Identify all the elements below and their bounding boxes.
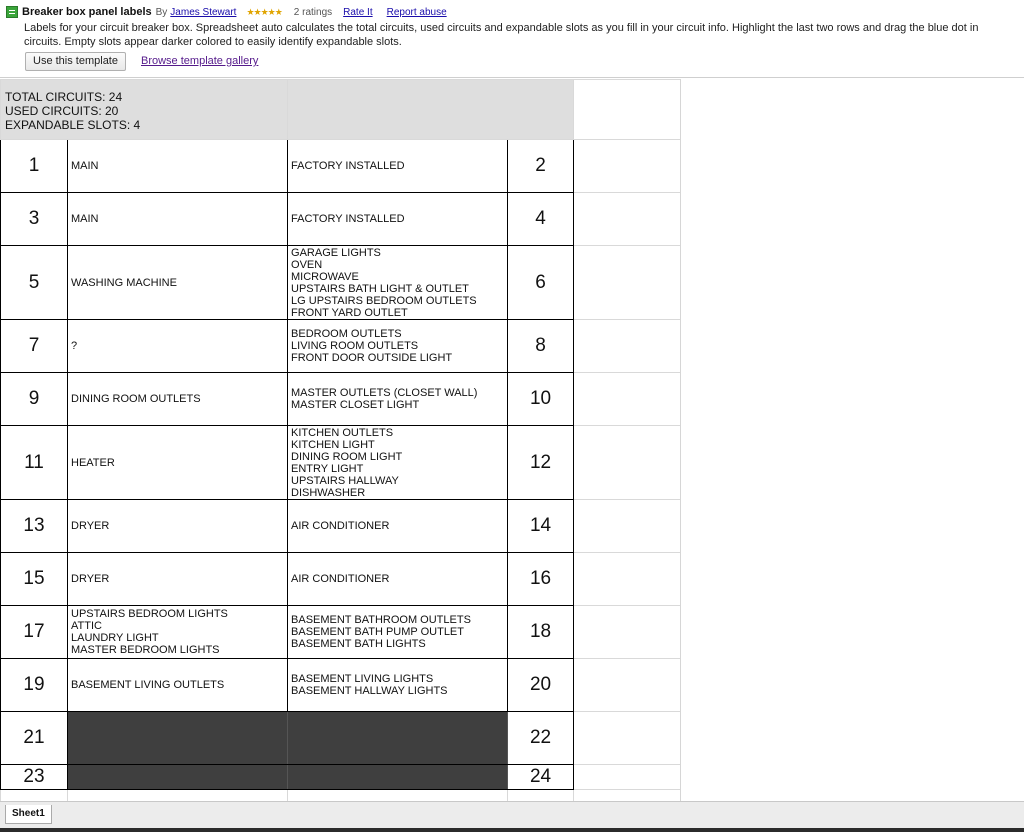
template-header bbox=[0, 0, 1024, 78]
use-template-button[interactable]: Use this template bbox=[25, 52, 126, 71]
empty-cell[interactable] bbox=[574, 553, 680, 606]
circuit-label-right[interactable] bbox=[288, 765, 508, 790]
circuit-label-line: FACTORY INSTALLED bbox=[291, 160, 405, 172]
circuit-label-left[interactable] bbox=[68, 500, 288, 553]
empty-cell[interactable] bbox=[574, 246, 680, 320]
circuit-label-line: DRYER bbox=[71, 520, 110, 532]
empty-cell[interactable] bbox=[574, 140, 680, 193]
title-row bbox=[6, 4, 447, 20]
circuit-label-line: AIR CONDITIONER bbox=[291, 573, 390, 585]
circuit-number-right[interactable]: 20 bbox=[508, 659, 574, 712]
author-link[interactable]: James Stewart bbox=[170, 6, 237, 18]
breaker-row bbox=[1, 712, 681, 765]
empty-cell[interactable] bbox=[574, 193, 680, 246]
breaker-row bbox=[1, 500, 681, 553]
circuit-number-left[interactable]: 17 bbox=[1, 606, 68, 659]
empty-cell[interactable] bbox=[68, 790, 288, 802]
circuit-label-line: OVEN bbox=[291, 258, 323, 271]
circuit-label-line: LIVING ROOM OUTLETS bbox=[291, 340, 419, 352]
circuit-label-line: BASEMENT BATH LIGHTS bbox=[291, 638, 426, 650]
circuit-label-line: MAIN bbox=[71, 213, 99, 225]
circuit-label-line: BASEMENT BATHROOM OUTLETS bbox=[291, 614, 471, 626]
circuit-label-line: FRONT YARD OUTLET bbox=[291, 306, 408, 319]
template-title: Breaker box panel labels bbox=[22, 6, 152, 18]
empty-cell[interactable] bbox=[1, 790, 68, 802]
report-abuse-link[interactable]: Report abuse bbox=[386, 6, 447, 18]
circuit-label-line: MASTER OUTLETS (CLOSET WALL) bbox=[291, 387, 478, 399]
circuit-number-left[interactable]: 1 bbox=[1, 140, 68, 193]
circuit-label-right[interactable] bbox=[288, 712, 508, 765]
breaker-row bbox=[1, 140, 681, 193]
circuit-label-right[interactable] bbox=[288, 320, 508, 373]
circuit-label-line: MASTER CLOSET LIGHT bbox=[291, 399, 420, 411]
circuit-label-left[interactable] bbox=[68, 659, 288, 712]
circuit-label-line: BASEMENT HALLWAY LIGHTS bbox=[291, 685, 448, 697]
circuit-label-line: DRYER bbox=[71, 573, 110, 585]
circuit-label-right[interactable] bbox=[288, 246, 508, 320]
rate-it-link[interactable]: Rate It bbox=[343, 6, 373, 18]
circuit-number-right[interactable]: 12 bbox=[508, 426, 574, 500]
browse-gallery-link[interactable]: Browse template gallery bbox=[141, 55, 259, 67]
circuit-label-left[interactable] bbox=[68, 246, 288, 320]
circuit-label-line: KITCHEN LIGHT bbox=[291, 438, 375, 451]
circuit-label-line: BEDROOM OUTLETS bbox=[291, 328, 402, 340]
circuit-label-left[interactable] bbox=[68, 765, 288, 790]
circuit-label-right[interactable] bbox=[288, 426, 508, 500]
empty-cell[interactable] bbox=[574, 426, 680, 500]
tab-sheet1[interactable]: Sheet1 bbox=[5, 805, 52, 824]
window-edge bbox=[0, 828, 1024, 832]
circuit-number-right[interactable]: 8 bbox=[508, 320, 574, 373]
circuit-label-line: ? bbox=[71, 340, 78, 352]
empty-cell[interactable] bbox=[574, 606, 680, 659]
breaker-row bbox=[1, 606, 681, 659]
circuit-label-right[interactable] bbox=[288, 659, 508, 712]
circuit-label-line: HEATER bbox=[71, 456, 115, 469]
circuit-label-left[interactable] bbox=[68, 426, 288, 500]
circuit-label-right[interactable] bbox=[288, 373, 508, 426]
used-circuits: USED CIRCUITS: 20 bbox=[5, 103, 119, 118]
circuit-number-left[interactable]: 9 bbox=[1, 373, 68, 426]
circuit-label-line: ENTRY LIGHT bbox=[291, 462, 364, 475]
circuit-number-left[interactable]: 7 bbox=[1, 320, 68, 373]
circuit-label-line: DINING ROOM LIGHT bbox=[291, 450, 403, 463]
circuit-label-right[interactable] bbox=[288, 193, 508, 246]
spreadsheet-icon bbox=[6, 6, 18, 18]
sheet-background bbox=[680, 79, 1024, 801]
empty-cell[interactable] bbox=[574, 373, 680, 426]
description-line: Labels for your circuit breaker box. Spreadsheet auto calculates the total circuits, used circuits and expandable slots as you fill in your circuit info. Highlight the last two rows and drag the blue dot in bbox=[24, 22, 979, 34]
summary-row bbox=[1, 80, 681, 140]
circuit-label-line: DISHWASHER bbox=[291, 486, 366, 499]
empty-cell[interactable] bbox=[574, 500, 680, 553]
breaker-row bbox=[1, 765, 681, 790]
circuit-label-line: UPSTAIRS BATH LIGHT & OUTLET bbox=[291, 282, 469, 295]
circuit-label-left[interactable] bbox=[68, 193, 288, 246]
circuit-label-line: UPSTAIRS BEDROOM LIGHTS bbox=[71, 608, 228, 620]
circuit-number-right[interactable]: 22 bbox=[508, 712, 574, 765]
empty-cell[interactable] bbox=[574, 659, 680, 712]
breaker-row bbox=[1, 193, 681, 246]
circuit-number-right[interactable]: 18 bbox=[508, 606, 574, 659]
empty-cell[interactable] bbox=[288, 790, 508, 802]
circuit-label-line: AIR CONDITIONER bbox=[291, 520, 390, 532]
circuit-label-right[interactable] bbox=[288, 606, 508, 659]
circuit-number-left[interactable]: 19 bbox=[1, 659, 68, 712]
circuit-number-left[interactable]: 15 bbox=[1, 553, 68, 606]
circuit-number-right[interactable]: 14 bbox=[508, 500, 574, 553]
circuit-label-right[interactable] bbox=[288, 140, 508, 193]
circuit-label-line: MICROWAVE bbox=[291, 270, 359, 283]
circuit-label-left[interactable] bbox=[68, 373, 288, 426]
circuit-label-left[interactable] bbox=[68, 320, 288, 373]
circuit-number-left[interactable]: 11 bbox=[1, 426, 68, 500]
empty-cell[interactable] bbox=[574, 712, 680, 765]
circuit-label-left[interactable] bbox=[68, 606, 288, 659]
circuit-label-line: KITCHEN OUTLETS bbox=[291, 426, 394, 439]
circuit-number-left[interactable]: 3 bbox=[1, 193, 68, 246]
breaker-row bbox=[1, 320, 681, 373]
empty-cell[interactable] bbox=[574, 765, 680, 790]
circuit-number-left[interactable]: 13 bbox=[1, 500, 68, 553]
empty-cell[interactable] bbox=[508, 790, 574, 802]
circuit-label-right[interactable] bbox=[288, 500, 508, 553]
circuit-label-line: BASEMENT LIVING OUTLETS bbox=[71, 679, 225, 691]
breaker-table bbox=[0, 79, 680, 801]
circuit-label-line: MAIN bbox=[71, 160, 99, 172]
circuit-number-left[interactable]: 23 bbox=[1, 765, 68, 790]
circuit-label-left[interactable] bbox=[68, 553, 288, 606]
circuit-label-line: FRONT DOOR OUTSIDE LIGHT bbox=[291, 352, 453, 364]
circuit-label-line: DINING ROOM OUTLETS bbox=[71, 393, 201, 405]
breaker-row bbox=[1, 426, 681, 500]
empty-cell[interactable] bbox=[574, 80, 680, 140]
star-rating-icon: ★★★★★ bbox=[246, 6, 282, 17]
empty-row bbox=[1, 790, 681, 802]
circuit-label-right[interactable] bbox=[288, 553, 508, 606]
circuit-label-left[interactable] bbox=[68, 712, 288, 765]
breaker-row bbox=[1, 659, 681, 712]
circuit-label-line: ATTIC bbox=[71, 620, 102, 632]
circuit-label-left[interactable] bbox=[68, 140, 288, 193]
breaker-row bbox=[1, 553, 681, 606]
circuit-label-line: BASEMENT BATH PUMP OUTLET bbox=[291, 626, 464, 638]
circuit-number-right[interactable]: 6 bbox=[508, 246, 574, 320]
circuit-label-line: MASTER BEDROOM LIGHTS bbox=[71, 644, 220, 656]
summary-cell[interactable] bbox=[288, 80, 574, 140]
summary-cell[interactable] bbox=[1, 80, 288, 140]
circuit-number-right[interactable]: 16 bbox=[508, 553, 574, 606]
total-circuits: TOTAL CIRCUITS: 24 bbox=[5, 89, 123, 104]
circuit-number-right[interactable]: 24 bbox=[508, 765, 574, 790]
breaker-row bbox=[1, 373, 681, 426]
by-label: By bbox=[155, 6, 168, 18]
circuit-label-line: LAUNDRY LIGHT bbox=[71, 632, 159, 644]
circuit-number-right[interactable]: 4 bbox=[508, 193, 574, 246]
circuit-label-line: LG UPSTAIRS BEDROOM OUTLETS bbox=[291, 294, 477, 307]
circuit-number-right[interactable]: 2 bbox=[508, 140, 574, 193]
circuit-label-line: BASEMENT LIVING LIGHTS bbox=[291, 673, 434, 685]
circuit-label-line: UPSTAIRS HALLWAY bbox=[291, 474, 399, 487]
sheet-tab-bar bbox=[0, 801, 1024, 832]
empty-cell[interactable] bbox=[574, 790, 680, 802]
template-description bbox=[24, 21, 1024, 49]
ratings-count: 2 ratings bbox=[293, 6, 333, 18]
circuit-number-left[interactable]: 21 bbox=[1, 712, 68, 765]
circuit-number-left[interactable]: 5 bbox=[1, 246, 68, 320]
breaker-row bbox=[1, 246, 681, 320]
circuit-number-right[interactable]: 10 bbox=[508, 373, 574, 426]
circuit-label-line: FACTORY INSTALLED bbox=[291, 213, 405, 225]
spreadsheet-grid[interactable] bbox=[0, 79, 680, 801]
description-line: circuits. Empty slots appear darker colored to easily identify expandable slots. bbox=[24, 36, 402, 48]
circuit-label-line: WASHING MACHINE bbox=[71, 276, 177, 289]
circuit-label-line: GARAGE LIGHTS bbox=[291, 246, 381, 259]
expandable-slots: EXPANDABLE SLOTS: 4 bbox=[5, 117, 141, 132]
empty-cell[interactable] bbox=[574, 320, 680, 373]
